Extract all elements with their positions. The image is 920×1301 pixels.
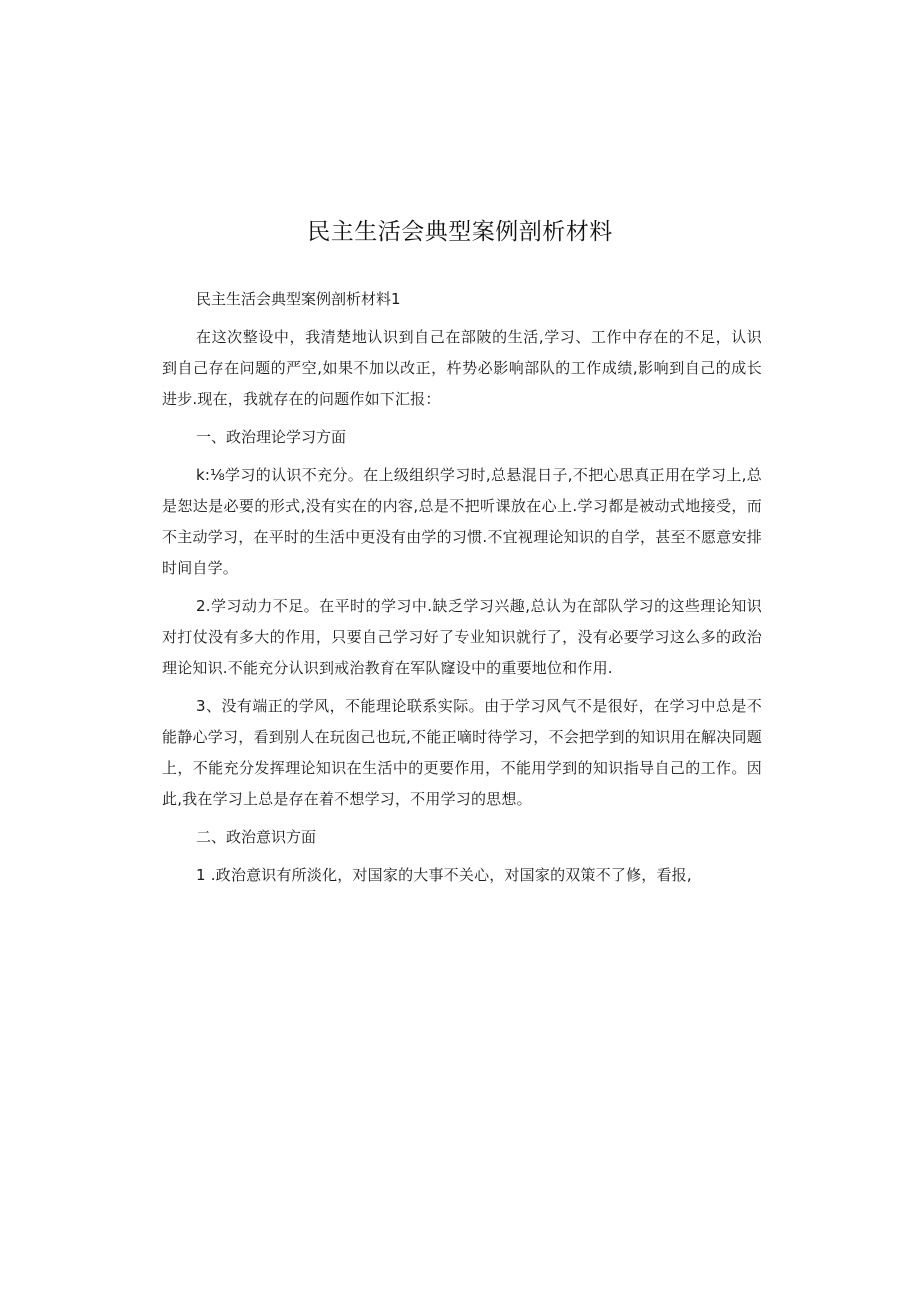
document-body: [162, 284, 762, 898]
paragraph-point-2: 2.学习动力不足。在平时的学习中.缺乏学习兴趣,总认为在部队学习的这些理论知识对打仗没有多大的作用，只要自己学习好了专业知识就行了，没有必要学习这么多的政治理论知识.不能充分认识到戒治教育在军队窿设中的重要地位和作用.: [162, 597, 762, 677]
section-heading-political-theory: 一、政治理论学习方面: [196, 428, 347, 446]
document-subtitle: 民主生活会典型案例剖析材料1: [196, 290, 401, 308]
paragraph-intro: 在这次整设中，我清楚地认识到自己在部陂的生活,学习、工作中存在的不足，认识到自己存在问题的严空,如果不加以改正，杵势必影响部队的工作成绩,影响到自己的成长进步.现在，我就存在的问题作如下汇报：: [162, 328, 762, 408]
section-heading-political-awareness: 二、政治意识方面: [196, 828, 317, 846]
paragraph-awareness-1: 1 .政治意识有所淡化，对国家的大事不关心，对国家的双策不了修，看报,: [196, 866, 692, 884]
paragraph-point-1: k:⅛学习的认识不充分。在上级组织学习时,总悬混日子,不把心思真正用在学习上,总是恕达是必要的形式,没有实在的内容,总是不把听课放在心上.学习都是被动式地接受，而不主动学习，在平时的生活中更没有由学的习惯.不宜视理论知识的自学，甚至不愿意安排时间自学。: [162, 466, 762, 577]
document-title: 民主生活会典型案例剖析材料: [307, 219, 613, 245]
paragraph-point-3: 3、没有端正的学风，不能理论联系实际。由于学习风气不是很好，在学习中总是不能静心学习，看到别人在玩囱己也玩,不能正嘀时待学习，不会把学到的知识用在解决同题上，不能充分发挥理论知识在生活中的更要作用，不能用学到的知识指导自己的工作。因此,我在学习上总是存在着不想学习，不用学习的思想。: [162, 697, 762, 808]
